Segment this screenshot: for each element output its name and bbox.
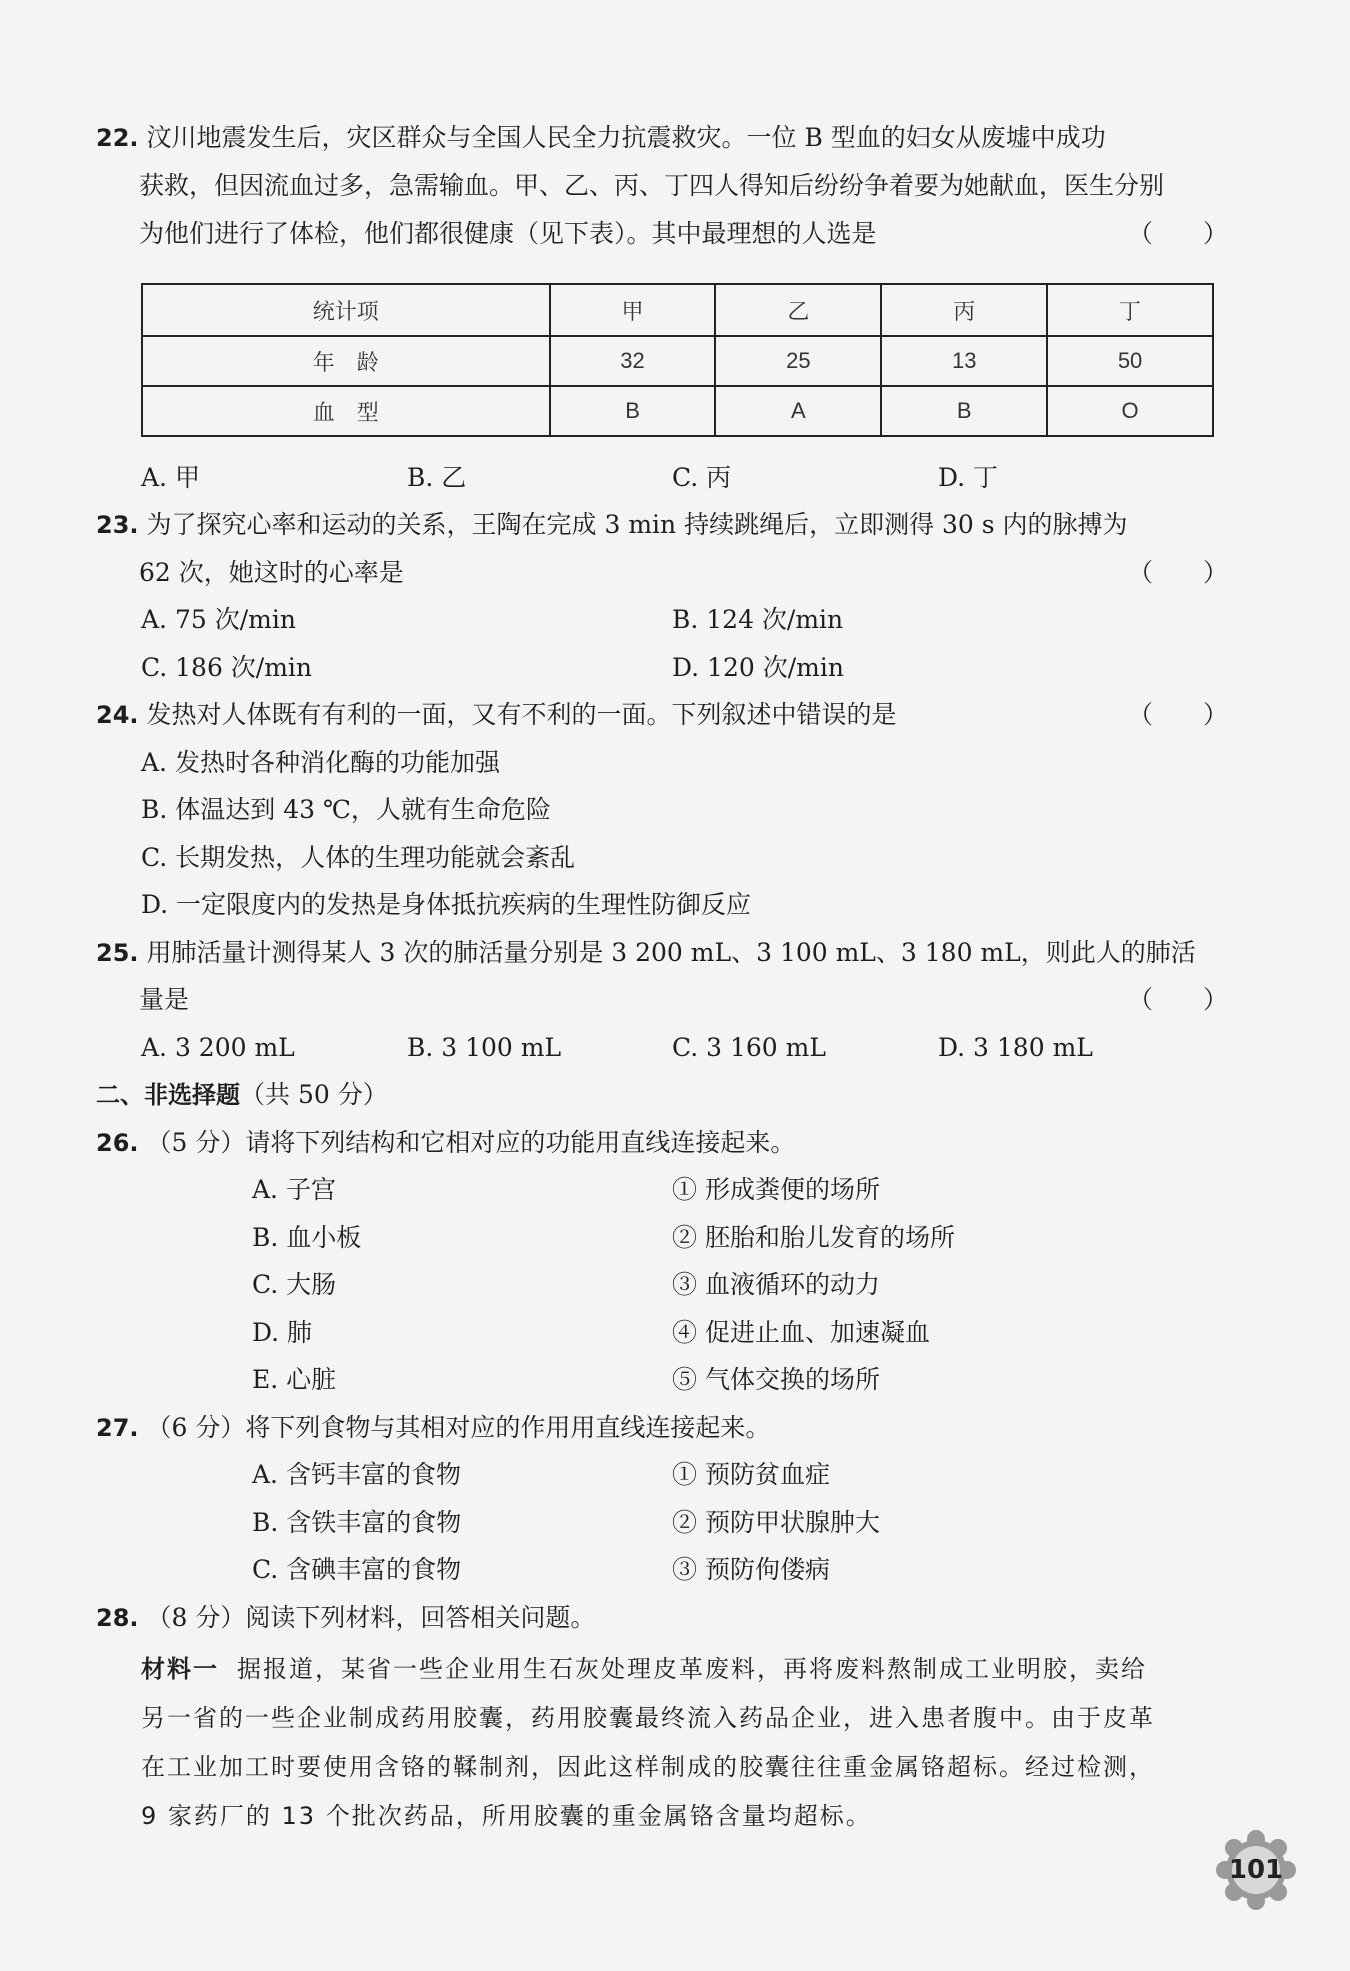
option-24-b: B. 体温达到 43 ℃，人就有生命危险	[141, 795, 551, 824]
table-cell: B	[550, 386, 716, 436]
match-27-left-a: A. 含钙丰富的食物	[252, 1460, 461, 1489]
question-22-line-1	[96, 121, 1106, 155]
material-1-text-1: 据报道，某省一些企业用生石灰处理皮革废料，再将废料熬制成工业明胶，卖给	[237, 1655, 1147, 1683]
option-24-a: A. 发热时各种消化酶的功能加强	[141, 748, 500, 777]
question-26-text: （5 分）请将下列结构和它相对应的功能用直线连接起来。	[146, 1128, 796, 1157]
table-cell: 25	[715, 336, 881, 386]
table-cell: B	[881, 386, 1047, 436]
question-23-number: 23.	[96, 511, 139, 539]
option-22-b: B. 乙	[407, 463, 467, 492]
question-26-line	[96, 1126, 795, 1160]
question-28-text: （8 分）阅读下列材料，回答相关问题。	[146, 1603, 596, 1632]
question-27-number: 27.	[96, 1414, 139, 1442]
question-22-line-3: 为他们进行了体检，他们都很健康（见下表）。其中最理想的人选是	[139, 219, 877, 248]
table-row-age	[142, 336, 1213, 386]
question-22-number: 22.	[96, 124, 139, 152]
question-25-number: 25.	[96, 939, 139, 967]
option-23-b: B. 124 次/min	[672, 605, 844, 634]
match-27-left-c: C. 含碘丰富的食物	[252, 1555, 462, 1584]
match-26-right-4: ④ 促进止血、加速凝血	[672, 1318, 930, 1347]
option-24-c: C. 长期发热，人体的生理功能就会紊乱	[141, 843, 576, 872]
option-23-a: A. 75 次/min	[141, 605, 296, 634]
table-header-row	[142, 284, 1213, 336]
material-1-line-3: 在工业加工时要使用含铬的鞣制剂，因此这样制成的胶囊往往重金属铬超标。经过检测，	[141, 1753, 1155, 1781]
option-22-d: D. 丁	[938, 463, 999, 492]
option-22-a: A. 甲	[141, 463, 200, 492]
question-22-text-1: 汶川地震发生后，灾区群众与全国人民全力抗震救灾。一位 B 型血的妇女从废墟中成功	[146, 123, 1106, 152]
match-26-left-e: E. 心脏	[252, 1365, 337, 1394]
question-27-line	[96, 1411, 770, 1445]
match-26-right-3: ③ 血液循环的动力	[672, 1270, 880, 1299]
option-25-b: B. 3 100 mL	[407, 1033, 562, 1062]
match-27-left-b: B. 含铁丰富的食物	[252, 1508, 462, 1537]
table-cell: 乙	[715, 284, 881, 336]
material-1-line-1	[141, 1652, 1147, 1686]
question-23-line-1	[96, 508, 1128, 542]
match-27-right-1: ① 预防贫血症	[672, 1460, 830, 1489]
answer-paren-24: （ ）	[1128, 700, 1229, 729]
match-26-right-5: ⑤ 气体交换的场所	[672, 1365, 880, 1394]
option-23-c: C. 186 次/min	[141, 653, 313, 682]
table-cell: 年 龄	[142, 336, 550, 386]
question-25-line-2: 量是	[139, 985, 190, 1014]
match-26-left-a: A. 子宫	[252, 1175, 336, 1204]
answer-paren-22: （ ）	[1128, 219, 1229, 248]
table-cell: 丁	[1047, 284, 1213, 336]
table-row-blood	[142, 386, 1213, 436]
table-cell: A	[715, 386, 881, 436]
match-26-left-b: B. 血小板	[252, 1223, 362, 1252]
match-26-right-1: ① 形成粪便的场所	[672, 1175, 880, 1204]
match-26-left-c: C. 大肠	[252, 1270, 337, 1299]
section-2-title: 二、非选择题	[96, 1081, 240, 1109]
question-24-number: 24.	[96, 701, 139, 729]
table-cell: O	[1047, 386, 1213, 436]
match-26-left-d: D. 肺	[252, 1318, 313, 1347]
section-2-score: （共 50 分）	[240, 1080, 388, 1109]
question-23-line-2: 62 次，她这时的心率是	[139, 558, 404, 587]
option-24-d: D. 一定限度内的发热是身体抵抗疾病的生理性防御反应	[141, 890, 752, 919]
material-1-line-4: 9 家药厂的 13 个批次药品，所用胶囊的重金属铬含量均超标。	[141, 1802, 872, 1830]
option-25-a: A. 3 200 mL	[141, 1033, 295, 1062]
blood-donor-table	[141, 283, 1214, 437]
answer-paren-23: （ ）	[1128, 558, 1229, 587]
question-24-line-1	[96, 698, 897, 732]
question-28-number: 28.	[96, 1604, 139, 1632]
match-26-right-2: ② 胚胎和胎儿发育的场所	[672, 1223, 955, 1252]
table-cell: 32	[550, 336, 716, 386]
question-23-text-1: 为了探究心率和运动的关系，王陶在完成 3 min 持续跳绳后，立即测得 30 s 内的脉搏为	[146, 510, 1128, 539]
table-cell: 甲	[550, 284, 716, 336]
answer-paren-25: （ ）	[1128, 985, 1229, 1014]
table-cell: 丙	[881, 284, 1047, 336]
table-cell: 血 型	[142, 386, 550, 436]
question-24-text-1: 发热对人体既有有利的一面，又有不利的一面。下列叙述中错误的是	[146, 700, 897, 729]
table-cell: 13	[881, 336, 1047, 386]
question-25-text-1: 用肺活量计测得某人 3 次的肺活量分别是 3 200 mL、3 100 mL、3 180 mL，则此人的肺活	[146, 938, 1196, 967]
question-22-line-2: 获救，但因流血过多，急需输血。甲、乙、丙、丁四人得知后纷纷争着要为她献血，医生分别	[139, 171, 1165, 200]
option-25-c: C. 3 160 mL	[672, 1033, 826, 1062]
material-1-tag: 材料一	[141, 1655, 219, 1683]
question-28-line	[96, 1601, 595, 1635]
page-number: 101	[1228, 1855, 1284, 1885]
section-2-heading	[96, 1078, 388, 1112]
material-1-line-2: 另一省的一些企业制成药用胶囊，药用胶囊最终流入药品企业，进入患者腹中。由于皮革	[141, 1704, 1155, 1732]
option-23-d: D. 120 次/min	[672, 653, 844, 682]
question-25-line-1	[96, 936, 1196, 970]
page-number-badge	[1215, 1829, 1297, 1911]
question-26-number: 26.	[96, 1129, 139, 1157]
option-22-c: C. 丙	[672, 463, 732, 492]
table-cell: 50	[1047, 336, 1213, 386]
match-27-right-3: ③ 预防佝偻病	[672, 1555, 830, 1584]
question-27-text: （6 分）将下列食物与其相对应的作用用直线连接起来。	[146, 1413, 771, 1442]
table-cell: 统计项	[142, 284, 550, 336]
option-25-d: D. 3 180 mL	[938, 1033, 1093, 1062]
match-27-right-2: ② 预防甲状腺肿大	[672, 1508, 880, 1537]
